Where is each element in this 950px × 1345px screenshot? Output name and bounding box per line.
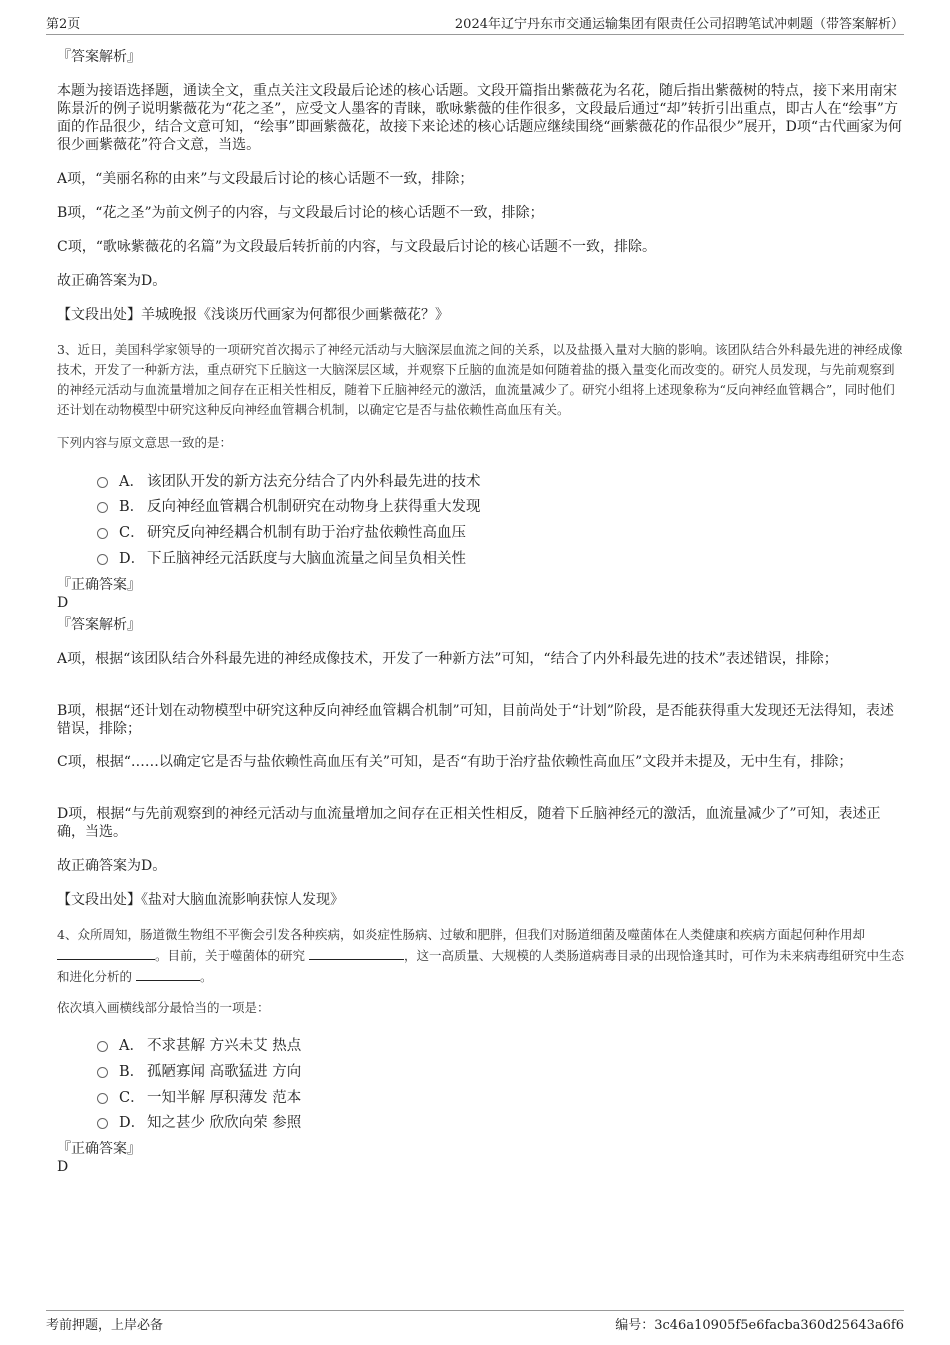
q3-analysis-a: A项，根据“该团队结合外科最先进的神经成像技术，开发了一种新方法”可知，“结合了内外科最先进的技术”表述错误，排除； xyxy=(57,651,838,667)
radio-icon[interactable] xyxy=(97,502,108,513)
option-text: 知之甚少 欣欣向荣 参照 xyxy=(147,1115,302,1131)
radio-icon[interactable] xyxy=(97,1041,108,1052)
q4-stem-part: 4、众所周知，肠道微生物组不平衡会引发各种疾病，如炎症性肠病、过敏和肥胖，但我们对肠道细菌及噬菌体在人类健康和疾病方面起何种作用却 xyxy=(57,927,865,942)
q3-stem: 3、近日，美国科学家领导的一项研究首次揭示了神经元活动与大脑深层血流之间的关系，以及盐摄入量对大脑的影响。该团队结合外科最先进的神经成像技术，开发了一种新方法，重点研究下丘脑这一大脑深层区域，并观察下丘脑的血流是如何随着盐的摄入量变化而改变的。研究人员发现，与先前观察到的神经元活动与血流量增加之间存在正相关性相反，随着下丘脑神经元的激活，血流量减少了。研究小组将上述现象称为“反向神经血管耦合”，同时他们还计划在动物模型中研究这种反向神经血管耦合机制，以确定它是否与盐依赖性高血压有关。 xyxy=(57,342,903,417)
q2-analysis-a: A项，“美丽名称的由来”与文段最后讨论的核心话题不一致，排除； xyxy=(57,171,474,187)
q4-prompt: 依次填入画横线部分最恰当的一项是： xyxy=(57,1000,270,1015)
fill-blank xyxy=(309,945,404,960)
radio-icon[interactable] xyxy=(97,1067,108,1078)
q3-analysis-b: B项，根据“还计划在动物模型中研究这种反向神经血管耦合机制”可知，目前尚处于“计划”阶段，是否能获得重大发现还无法得知，表述错误，排除； xyxy=(57,703,894,737)
page-number: 第2页 xyxy=(46,17,81,32)
radio-icon[interactable] xyxy=(97,1093,108,1104)
option-letter: C． xyxy=(119,1090,145,1106)
option-text: 反向神经血管耦合机制研究在动物身上获得重大发现 xyxy=(147,499,481,515)
option-text: 一知半解 厚积薄发 范本 xyxy=(147,1090,302,1106)
fill-blank xyxy=(57,945,155,960)
fill-blank xyxy=(136,966,200,981)
option-letter: D． xyxy=(119,551,146,567)
option-text: 孤陋寡闻 高歌猛进 方向 xyxy=(147,1064,302,1080)
q4-stem-part: ，这一高质量、大规模的人类肠道病毒目录的出现恰逢其时，可作为未来病毒组研究中生态和进化分析的 xyxy=(57,948,905,984)
q3-answer: 故正确答案为D。 xyxy=(57,858,167,874)
option-letter: A． xyxy=(119,474,144,490)
option-text: 下丘脑神经元活跃度与大脑血流量之间呈负相关性 xyxy=(147,551,466,567)
q4-stem-part: 。目前，关于噬菌体的研究 xyxy=(155,948,306,963)
q3-option-d[interactable] xyxy=(97,547,466,568)
q3-analysis-c: C项，根据“……以确定它是否与盐依赖性高血压有关”可知，是否“有助于治疗盐依赖性高血压”文段并未提及，无中生有，排除； xyxy=(57,754,853,770)
q2-analysis-title: 『答案解析』 xyxy=(57,49,141,65)
q4-option-b[interactable] xyxy=(97,1060,301,1081)
radio-icon[interactable] xyxy=(97,554,108,565)
q3-source: 【文段出处】《盐对大脑血流影响获惊人发现》 xyxy=(57,892,344,908)
q3-prompt: 下列内容与原文意思一致的是： xyxy=(57,435,233,450)
radio-icon[interactable] xyxy=(97,477,108,488)
option-letter: C． xyxy=(119,525,145,541)
q2-answer: 故正确答案为D。 xyxy=(57,273,167,289)
page-footer xyxy=(46,1310,904,1333)
q3-analysis-title: 『答案解析』 xyxy=(57,617,141,633)
q2-analysis-b: B项，“花之圣”为前文例子的内容，与文段最后讨论的核心话题不一致，排除； xyxy=(57,205,544,221)
q2-analysis-c: C项，“歌咏紫薇花的名篇”为文段最后转折前的内容，与文段最后讨论的核心话题不一致，排除。 xyxy=(57,239,657,255)
page-header xyxy=(46,14,904,35)
q4-correct-title: 『正确答案』 xyxy=(57,1141,141,1157)
q3-option-a[interactable] xyxy=(97,470,481,491)
footer-slogan: 考前押题，上岸必备 xyxy=(46,1318,164,1333)
option-letter: D． xyxy=(119,1115,146,1131)
q4-stem-part: 。 xyxy=(200,969,213,984)
q4-correct: D xyxy=(57,1159,69,1175)
q2-analysis-body: 本题为接语选择题，通读全文，重点关注文段最后论述的核心话题。文段开篇指出紫薇花为名花，随后指出紫薇树的特点，接下来用南宋陈景沂的例子说明紫薇花为“花之圣”，应受文人墨客的青睐，歌咏紫薇的佳作很多，文段最后通过“却”转折引出重点，即古人在“绘事”方面的作品很少，结合文意可知，“绘事”即画紫薇花，故接下来论述的核心话题应继续围绕“画紫薇花的作品很少”展开，D项“古代画家为何很少画紫薇花”符合文意，当选。 xyxy=(57,83,903,153)
q3-option-b[interactable] xyxy=(97,495,481,516)
q2-source: 【文段出处】羊城晚报《浅谈历代画家为何都很少画紫薇花？》 xyxy=(57,307,449,323)
q3-option-c[interactable] xyxy=(97,521,466,542)
q3-correct: D xyxy=(57,595,69,611)
option-text: 研究反向神经耦合机制有助于治疗盐依赖性高血压 xyxy=(147,525,466,541)
document-id: 编号：3c46a10905f5e6facba360d25643a6f6 xyxy=(615,1318,904,1333)
q4-option-d[interactable] xyxy=(97,1111,301,1132)
q3-analysis-d: D项，根据“与先前观察到的神经元活动与血流量增加之间存在正相关性相反，随着下丘脑神经元的激活，血流量减少了”可知，表述正确，当选。 xyxy=(57,806,881,840)
radio-icon[interactable] xyxy=(97,528,108,539)
option-text: 该团队开发的新方法充分结合了内外科最先进的技术 xyxy=(147,474,481,490)
q4-stem xyxy=(57,925,904,987)
option-letter: B． xyxy=(119,1064,145,1080)
document-title: 2024年辽宁丹东市交通运输集团有限责任公司招聘笔试冲刺题（带答案解析） xyxy=(454,17,904,32)
option-letter: A． xyxy=(119,1038,144,1054)
q4-option-a[interactable] xyxy=(97,1034,301,1055)
option-text: 不求甚解 方兴未艾 热点 xyxy=(147,1038,302,1054)
radio-icon[interactable] xyxy=(97,1118,108,1129)
q3-correct-title: 『正确答案』 xyxy=(57,577,141,593)
option-letter: B． xyxy=(119,499,145,515)
q4-option-c[interactable] xyxy=(97,1086,301,1107)
